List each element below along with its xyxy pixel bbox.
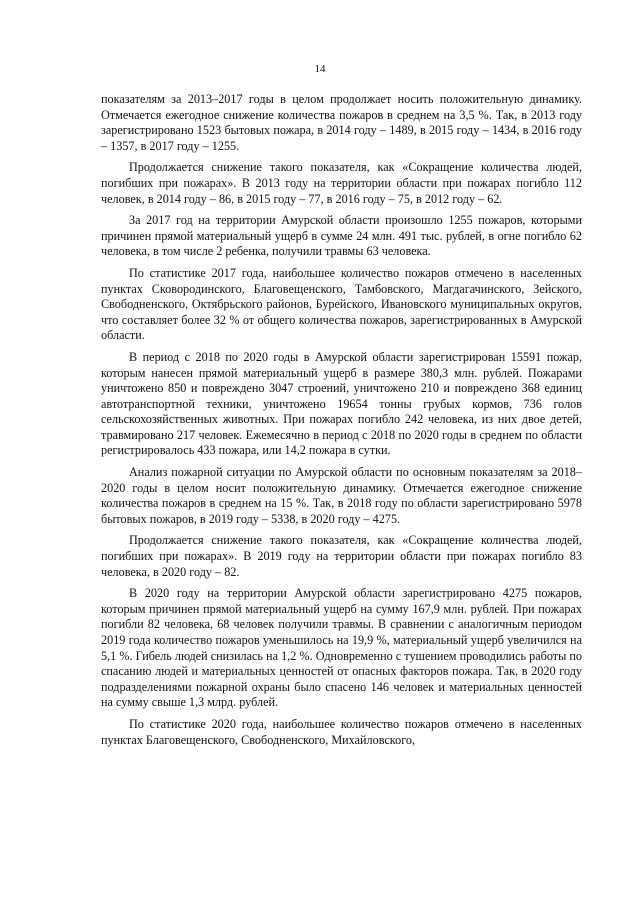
paragraph-9: По статистике 2020 года, наибольшее количество пожаров отмечено в населенных пунктах Благовещенского, Свободненского, Михайловского,: [101, 716, 582, 747]
page-number: 14: [314, 63, 326, 75]
paragraph-1: показателям за 2013–2017 годы в целом продолжает носить положительную динамику. Отмечается ежегодное снижение количества пожаров в среднем на 3,5 %. Так, в 2013 году зарегистрировано 1523 бытовых пожара, в 2014 году – 1489, в 2015 году – 1434, в 2016 году – 1357, в 2017 году – 1255.: [101, 92, 582, 153]
paragraph-5: В период с 2018 по 2020 годы в Амурской области зарегистрирован 15591 пожар, которым нанесен прямой материальный ущерб в размере 380,3 млн. рублей. Пожарами уничтожено 850 и повреждено 3047 строений, уничтожено 210 и повреждено 368 единиц автотранспортной техники, уничтожено 19654 тонны грубых кормов, 736 голов сельскохозяйственных животных. При пожарах погибло 242 человека, из них двое детей, травмировано 217 человек. Ежемесячно в период с 2018 по 2020 годы в среднем по области регистрировалось 433 пожара, или 14,2 пожара в сутки.: [101, 349, 582, 458]
paragraph-6: Анализ пожарной ситуации по Амурской области по основным показателям за 2018–2020 годы в целом носит положительную динамику. Отмечается ежегодное снижение количества пожаров в среднем на 15 %. Так, в 2018 году по области зарегистрировано 5978 бытовых пожаров, в 2019 году – 5338, в 2020 году – 4275.: [101, 465, 582, 526]
paragraph-7: Продолжается снижение такого показателя, как «Сокращение количества людей, погибших при пожарах». В 2019 году на территории области при пожарах погибло 83 человека, в 2020 году – 82.: [101, 533, 582, 579]
paragraph-2: Продолжается снижение такого показателя, как «Сокращение количества людей, погибших при пожарах». В 2013 году на территории области при пожарах погибло 112 человек, в 2014 году – 86, в 2015 году – 77, в 2016 году – 75, в 2012 году – 62.: [101, 160, 582, 206]
document-body: [101, 92, 582, 754]
paragraph-3: За 2017 год на территории Амурской области произошло 1255 пожаров, которыми причинен прямой материальный ущерб в сумме 24 млн. 491 тыс. рублей, в огне погибло 62 человека, в том числе 2 ребенка, получили травмы 63 человека.: [101, 213, 582, 259]
paragraph-4: По статистике 2017 года, наибольшее количество пожаров отмечено в населенных пунктах Сковородинского, Благовещенского, Тамбовского, Магдагачинского, Зейского, Свободненского, Октябрьского районов, Бурейского, Ивановского муниципальных округов, что составляет более 32 % от общего количества пожаров, зарегистрированных в Амурской области.: [101, 265, 582, 343]
paragraph-8: В 2020 году на территории Амурской области зарегистрировано 4275 пожаров, которым причинен прямой материальный ущерб на сумму 167,9 млн. рублей. При пожарах погибли 82 человека, 68 человек получили травмы. В сравнении с аналогичным периодом 2019 года количество пожаров уменьшилось на 19,9 %, материальный ущерб увеличился на 5,1 %. Гибель людей снизилась на 1,2 %. Одновременно с тушением проводились работы по спасанию людей и материальных ценностей от опасных факторов пожара. Так, в 2020 году подразделениями пожарной охраны было спасено 146 человек и материальных ценностей на сумму свыше 1,3 млрд. рублей.: [101, 586, 582, 710]
